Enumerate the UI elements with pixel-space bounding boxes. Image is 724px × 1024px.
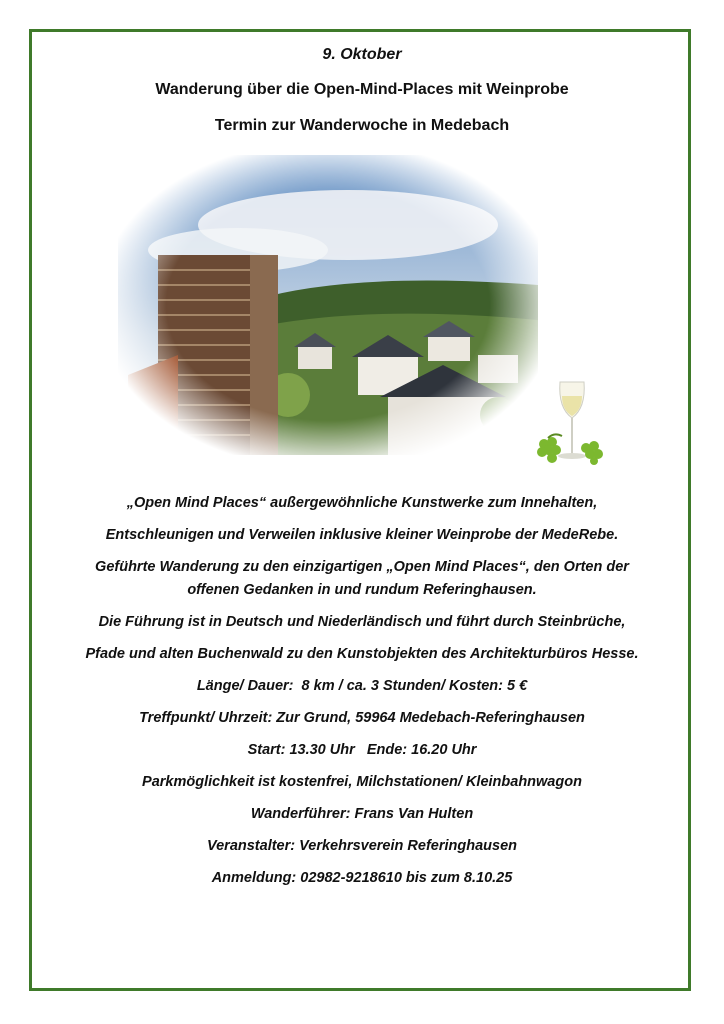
guide-line: Wanderführer: Frans Van Hulten	[250, 806, 474, 822]
organizer-line: Veranstalter: Verkehrsverein Referinghausen	[206, 838, 517, 854]
time-line: Start: 13.30 Uhr Ende: 16.20 Uhr	[247, 742, 477, 758]
text-line-4: offenen Gedanken in und rundum Referinghausen.	[187, 582, 537, 598]
parking-line: Parkmöglichkeit ist kostenfrei, Milchstationen/ Kleinbahnwagon	[142, 774, 582, 790]
registration-line: Anmeldung: 02982-9218610 bis zum 8.10.25	[211, 870, 513, 886]
text-line-6: Pfade und alten Buchenwald zu den Kunstobjekten des Architekturbüros Hesse.	[85, 646, 639, 662]
length-cost-line: Länge/ Dauer: 8 km / ca. 3 Stunden/ Kosten: 5 €	[196, 678, 528, 694]
wine-glass-grapes-icon	[534, 378, 614, 468]
text-line-1: „Open Mind Places“ außergewöhnliche Kunstwerke zum Innehalten,	[126, 495, 598, 511]
meeting-point-line: Treffpunkt/ Uhrzeit: Zur Grund, 59964 Medebach-Referinghausen	[139, 710, 585, 726]
village-landscape-photo	[118, 155, 538, 455]
text-line-5: Die Führung ist in Deutsch und Niederländisch und führt durch Steinbrüche,	[98, 614, 626, 630]
text-line-2: Entschleunigen und Verweilen inklusive kleiner Weinprobe der MedeRebe.	[105, 527, 619, 543]
event-subtitle: Termin zur Wanderwoche in Medebach	[214, 117, 510, 134]
event-date: 9. Oktober	[322, 46, 402, 63]
text-line-3: Geführte Wanderung zu den einzigartigen „Open Mind Places“, den Orten der	[95, 559, 629, 575]
event-title: Wanderung über die Open-Mind-Places mit Weinprobe	[155, 81, 569, 98]
